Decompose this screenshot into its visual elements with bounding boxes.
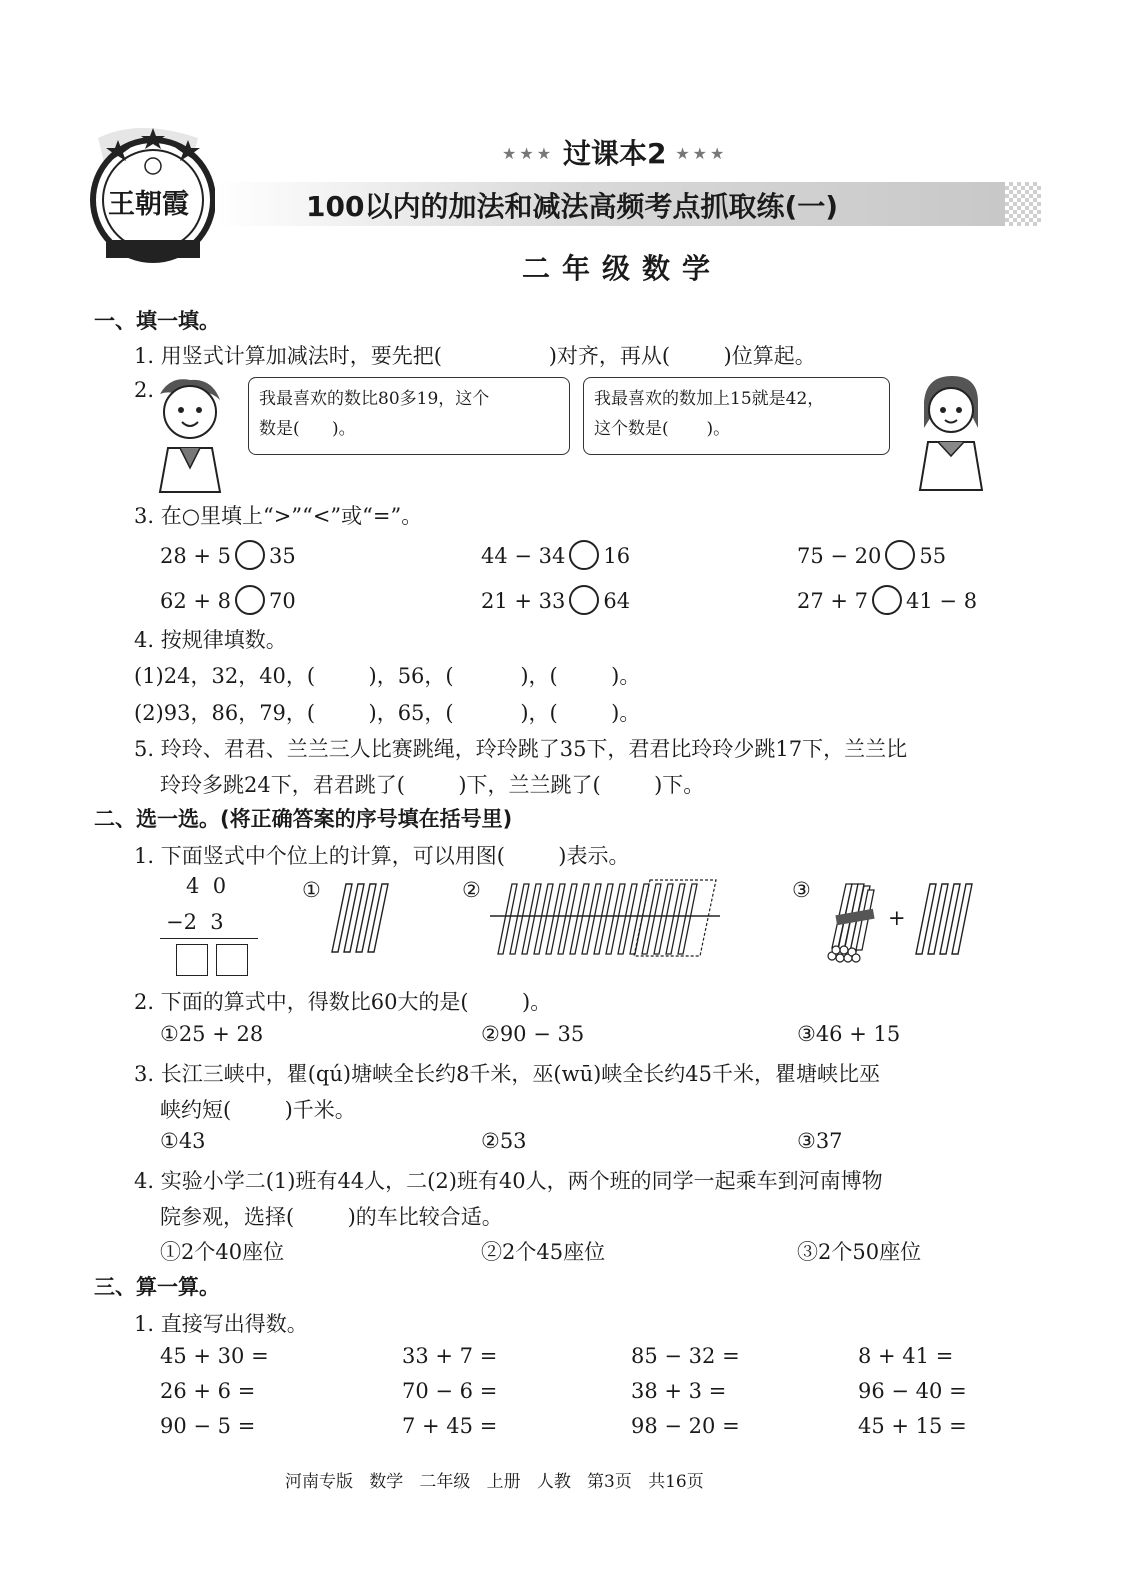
answer-circle[interactable] <box>235 540 265 570</box>
compare-item: 27 + 7 41 − 8 <box>797 585 977 615</box>
answer-circle[interactable] <box>872 585 902 615</box>
s2-q1: 1. 下面竖式中个位上的计算，可以用图( )表示。 <box>134 844 630 868</box>
calc-item[interactable]: 96 − 40 = <box>858 1379 967 1403</box>
s2-q3-option[interactable]: ①43 <box>160 1129 206 1153</box>
series-label-row <box>502 132 727 172</box>
plus-sign: + <box>888 906 906 930</box>
girl-illustration <box>912 372 990 496</box>
s2-q4-option[interactable]: ②2个45座位 <box>481 1240 606 1264</box>
option-mark: ② <box>462 878 481 902</box>
s2-q4-line1: 4. 实验小学二(1)班有44人，二(2)班有40人，两个班的同学一起乘车到河南博物 <box>134 1169 883 1193</box>
s2-q3-option[interactable]: ②53 <box>481 1129 527 1153</box>
answer-circle[interactable] <box>569 585 599 615</box>
stars-left: ★★★ <box>502 144 555 163</box>
banner-pattern <box>1005 182 1041 226</box>
boy-illustration <box>150 376 228 498</box>
option-mark: ③ <box>792 878 811 902</box>
girl-bubble-line2: 这个数是( )。 <box>594 419 731 439</box>
s1-q4: 4. 按规律填数。 <box>134 628 287 652</box>
boy-speech-bubble <box>248 377 570 455</box>
s2-q3-option[interactable]: ③37 <box>797 1129 843 1153</box>
page-subtitle: 二年级数学 <box>522 252 723 285</box>
s2-q2-option[interactable]: ③46 + 15 <box>797 1022 901 1046</box>
s2-q2-option[interactable]: ①25 + 28 <box>160 1022 264 1046</box>
section-1-heading: 一、填一填。 <box>94 309 220 333</box>
s2-q2-option[interactable]: ②90 − 35 <box>481 1022 585 1046</box>
compare-item: 75 − 20 55 <box>797 540 946 570</box>
s3-q1: 1. 直接写出得数。 <box>134 1312 308 1336</box>
calc-item[interactable]: 33 + 7 = <box>402 1344 498 1368</box>
page-title: 100以内的加法和减法高频考点抓取练(一) <box>306 190 839 223</box>
boy-bubble-line2: 数是( )。 <box>259 419 356 439</box>
page-footer: 河南专版 数学 二年级 上册 人教 第3页 共16页 <box>285 1472 704 1492</box>
calc-item[interactable]: 45 + 30 = <box>160 1344 269 1368</box>
calc-item[interactable]: 70 − 6 = <box>402 1379 498 1403</box>
series-label: 过课本2 <box>562 137 667 170</box>
s1-q5-line1: 5. 玲玲、君君、兰兰三人比赛跳绳，玲玲跳了35下，君君比玲玲少跳17下，兰兰比 <box>134 737 908 761</box>
section-2-heading: 二、选一选。(将正确答案的序号填在括号里) <box>94 807 513 831</box>
answer-circle[interactable] <box>235 585 265 615</box>
s1-q3: 3. 在○里填上“>”“<”或“=”。 <box>134 504 423 528</box>
stars-right: ★★★ <box>675 144 728 163</box>
calc-item[interactable]: 7 + 45 = <box>402 1414 498 1438</box>
logo-text: 王朝霞 <box>108 189 189 220</box>
s1-q5-line2: 玲玲多跳24下，君君跳了( )下，兰兰跳了( )下。 <box>160 773 705 797</box>
answer-box-tens[interactable] <box>176 944 208 976</box>
calc-item[interactable]: 26 + 6 = <box>160 1379 256 1403</box>
vertical-calc: 4 0 −2 3 <box>160 872 260 982</box>
sticks-figure-1 <box>326 880 392 958</box>
option-mark: ① <box>302 878 321 902</box>
s2-q3-line1: 3. 长江三峡中，瞿(qú)塘峡全长约8千米，巫(wū)峡全长约45千米，瞿塘峡比巫 <box>134 1062 881 1086</box>
answer-circle[interactable] <box>569 540 599 570</box>
calc-item[interactable]: 45 + 15 = <box>858 1414 967 1438</box>
s1-q2-number: 2. <box>134 378 155 402</box>
calc-item[interactable]: 90 − 5 = <box>160 1414 256 1438</box>
girl-bubble-line1: 我最喜欢的数加上15就是42， <box>594 389 825 409</box>
s2-q2: 2. 下面的算式中，得数比60大的是( )。 <box>134 990 552 1014</box>
s2-q4-line2: 院参观，选择( )的车比较合适。 <box>160 1205 503 1229</box>
boy-bubble-line1: 我最喜欢的数比80多19，这个 <box>259 389 490 409</box>
calc-item[interactable]: 8 + 41 = <box>858 1344 954 1368</box>
compare-item: 44 − 34 16 <box>481 540 630 570</box>
s2-q3-line2: 峡约短( )千米。 <box>160 1098 356 1122</box>
calc-item[interactable]: 85 − 32 = <box>631 1344 740 1368</box>
sticks-figure-2 <box>490 878 722 962</box>
s1-q4-2: (2)93，86，79，( )，65，( )，( )。 <box>134 701 641 725</box>
s1-q4-1: (1)24，32，40，( )，56，( )，( )。 <box>134 664 641 688</box>
answer-circle[interactable] <box>885 540 915 570</box>
calc-item[interactable]: 98 − 20 = <box>631 1414 740 1438</box>
girl-speech-bubble <box>583 377 890 455</box>
compare-item: 21 + 33 64 <box>481 585 630 615</box>
s1-q1: 1. 用竖式计算加减法时，要先把( )对齐，再从( )位算起。 <box>134 344 816 368</box>
s2-q4-option[interactable]: ①2个40座位 <box>160 1240 285 1264</box>
compare-item: 28 + 5 35 <box>160 540 296 570</box>
calc-item[interactable]: 38 + 3 = <box>631 1379 727 1403</box>
compare-item: 62 + 8 70 <box>160 585 296 615</box>
section-3-heading: 三、算一算。 <box>94 1275 220 1299</box>
s2-q4-option[interactable]: ③2个50座位 <box>797 1240 922 1264</box>
answer-box-ones[interactable] <box>216 944 248 976</box>
